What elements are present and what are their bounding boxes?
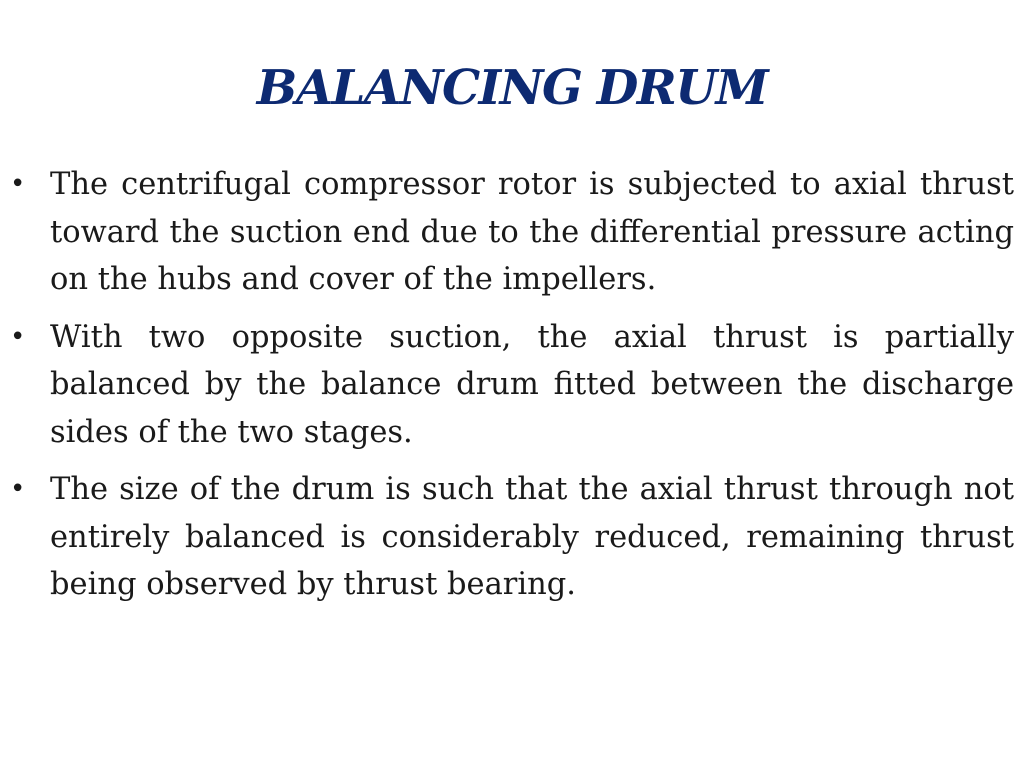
bullet-item (10, 466, 1014, 609)
bullet-text: The size of the drum is such that the axial thrust through not entirely balanced is considerably reduced, remaining thrust being observed by thrust bearing. (50, 472, 1014, 602)
bullet-item (10, 161, 1014, 304)
bullet-icon: • (10, 474, 26, 504)
bullet-item (10, 314, 1014, 457)
bullet-text: With two opposite suction, the axial thrust is partially balanced by the balance drum fitted between the discharge sides of the two stages. (50, 319, 1014, 450)
bullet-text: The centrifugal compressor rotor is subjected to axial thrust toward the suction end due to the differential pressure acting on the hubs and cover of the impellers. (50, 167, 1014, 297)
bullet-icon: • (10, 321, 26, 352)
bullet-list (10, 161, 1014, 619)
slide-title: BALANCING DRUM (256, 60, 768, 116)
bullet-icon: • (10, 169, 26, 199)
